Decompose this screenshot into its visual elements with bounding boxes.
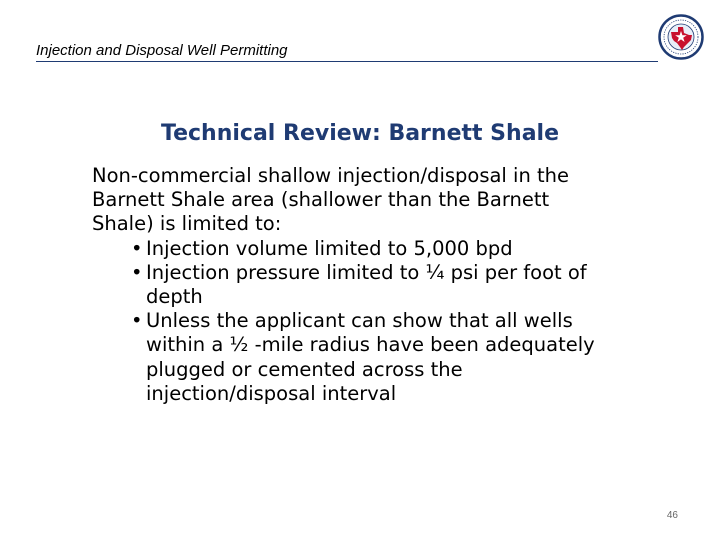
bullet-item-pressure xyxy=(131,260,692,309)
bullet-line: depth xyxy=(146,285,203,309)
header-divider xyxy=(36,61,658,62)
page-number: 46 xyxy=(666,510,678,521)
intro-line: Non-commercial shallow injection/disposal in the xyxy=(92,164,570,187)
bullet-line: plugged or cemented across the xyxy=(146,357,463,381)
bullet-marker: • xyxy=(131,236,143,260)
header-title: Injection and Disposal Well Permitting xyxy=(36,42,288,59)
intro-line: Barnett Shale area (shallower than the Barnett xyxy=(92,188,550,212)
intro-line: Shale) is limited to: xyxy=(92,212,282,236)
slide-title: Technical Review: Barnett Shale xyxy=(161,121,559,146)
intro-paragraph xyxy=(92,164,692,237)
bullet-line: within a ½ -mile radius have been adequately xyxy=(146,333,595,357)
bullet-line: Injection volume limited to 5,000 bpd xyxy=(146,236,513,260)
bullet-item-exception xyxy=(131,309,692,406)
bullet-marker: • xyxy=(131,309,143,333)
bullet-marker: • xyxy=(131,260,143,284)
railroad-commission-seal-icon xyxy=(658,14,704,60)
bullet-line: injection/disposal interval xyxy=(146,381,397,405)
slide-body xyxy=(92,164,692,406)
bullet-item-volume xyxy=(131,236,692,261)
bullet-line: Unless the applicant can show that all wells xyxy=(146,309,573,333)
bullet-line: Injection pressure limited to ¼ psi per foot of xyxy=(146,260,587,284)
